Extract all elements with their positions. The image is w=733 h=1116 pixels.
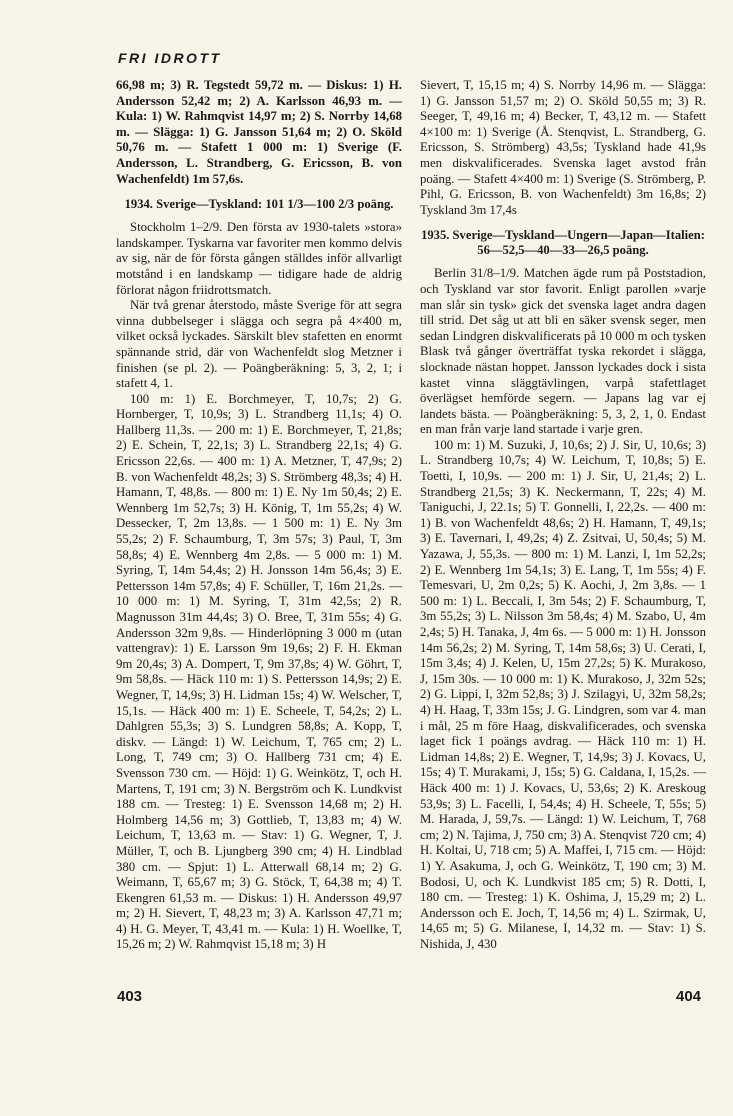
section-heading-1934: 1934. Sverige—Tyskland: 101 1/3—100 2/3 poäng.: [124, 197, 394, 212]
results-1934: 100 m: 1) E. Borchmeyer, T, 10,7s; 2) G. Hornberger, T, 10,9s; 3) L. Strandberg 11,1s; 4) O. Hallberg 11,3s. — 200 m: 1) E. Borchmeyer, T, 21,8s; 2) E. Schein, T, 22,1s; 3) L. Strandberg 22,1s; 4) G. Ericsson 22,6s. — 400 m: 1) A. Metzner, T, 47,9s; 2) B. von Wachenfeldt 48,2s; 3) S. Strömberg 48,3s; 4) H. Hamann, T, 48,8s. — 800 m: 1) E. Ny 1m 50,4s; 2) E. Wennberg 1m 52,7s; 3) H. König, T, 1m 55,2s; 4) W. Dessecker, T, 2m 13,8s. — 1 500 m: 1) E. Ny 3m 55,2s; 2) F. Schaumburg, T, 3m 57s; 3) Paul, T, 3m 58,8s; 4) E. Wennberg 4m 2,8s. — 5 000 m: 1) M. Syring, T, 14m 54,4s; 2) H. Jonsson 14m 56,4s; 3) E. Pettersson 14m 57,8s; 4) F. Schüller, T, 16m 21,2s. — 10 000 m: 1) M. Syring, T, 31m 42,5s; 2) R. Magnusson 31m 44,4s; 3) O. Bree, T, 31m 55s; 4) G. Andersson 32m 9,8s. — Hinderlöpning 3 000 m (utan vattengrav): 1) E. Larsson 9m 19,6s; 2) F. H. Ekman 9m 20,4s; 3) A. Dompert, T, 9m 37,8s; 4) W. Göhrt, T, 9m 58,8s. — Häck 110 m: 1) S. Pettersson 14,9s; 2) E. Wegner, T, 14,9s; 3) H. Lidman 15s; 4) W. Welscher, T, 15,1s. — Häck 400 m: 1) E. Scheele, T, 54,2s; 2) L. Dahlgren 55,3s; 3) S. Lundgren 58,8s; A. Kopp, T, diskv. — Längd: 1) W. Leichum, T, 765 cm; 2) L. Long, T, 749 cm; 3) O. Hallberg 731 cm; 4) E. Svensson 730 cm. — Höjd: 1) G. Weinkötz, T, och H. Martens, T, 191 cm; 3) N. Bergström och K. Lundkvist 188 cm. — Tresteg: 1) E. Svensson 14,68 m; 2) H. Holmberg 14,56 m; 3) Gottlieb, T, 13,83 m; 4) W. Leichum, T, 13,63 m. — Stav: 1) G. Wegner, T, J. Müller, T, och B. Ljungberg 390 cm; 4) H. Lindblad 380 cm. — Spjut: 1) L. Atterwall 68,14 m; 2) G. Weimann, T, 65,67 m; 3) G. Stöck, T, 64,38 m; 4) T. Ekengren 61,53 m. — Diskus: 1) H. Andersson 49,97 m; 2) H. Sievert, T, 48,23 m; 3) A. Karlsson 47,71 m; 4) H. G. Meyer, T, 43,41 m. — Kula: 1) H. Woellke, T, 15,26 m; 2) W. Rahmqvist 15,18 m; 3) H: [116, 391, 402, 952]
section-heading-1935: 1935. Sverige—Tyskland—Ungern—Japan—Italien: 56—52,5—40—33—26,5 poäng.: [421, 228, 705, 258]
results-1935: 100 m: 1) M. Suzuki, J, 10,6s; 2) J. Sir, U, 10,6s; 3) L. Strandberg 10,7s; 4) W. Leichum, T, 10,8s; 5) E. Toetti, I, 10,9s. — 200 m: 1) J. Sir, U, 21,4s; 2) L. Strandberg 21,5s; 3) K. Neckermann, T, 22s; 4) M. Taniguchi, J, 22.1s; 5) T. Gonnelli, I, 22,2s. — 400 m: 1) B. von Wachenfeldt 48,6s; 2) H. Hamann, T, 49,1s; 3) E. Tavernari, I, 49,2s; 4) Z. Zsitvai, U, 50,4s; 5) M. Yazawa, J, 55,3s. — 800 m: 1) M. Lanzi, I, 1m 52,2s; 2) E. Wennberg 1m 54,1s; 3) E. Lang, T, 1m 55s; 4) F. Temesvari, U, 2m 0,2s; 5) K. Aochi, J, 2m 3,8s. — 1 500 m: 1) L. Beccali, I, 3m 54s; 2) F. Schaumburg, T, 3m 55,2s; 3) L. Nilsson 3m 58,4s; 4) M. Szabo, U, 4m 2,4s; 5) H. Tanaka, J, 4m 6s. — 5 000 m: 1) H. Jonsson 14m 56,2s; 2) M. Syring, T, 14m 58,6s; 3) U. Cerati, I, 15m 3,4s; 4) J. Kelen, U, 15m 27,2s; 5) K. Murakoso, J, 15m 30s. — 10 000 m: 1) K. Murakoso, J, 32m 52s; 2) G. Lippi, I, 32m 52,8s; 3) J. Szilagyi, U, 32m 58,2s; 4) H. Haag, T, 33m 15s; J. G. Lindgren, som var 4. man i mål, 25 m före Haag, diskvalificerades, och svenska laget fick 1 poängs avdrag. — Häck 110 m: 1) H. Lidman 14,8s; 2) E. Wegner, T, 14,9s; 3) J. Kovacs, U, 15s; 4) T. Murakami, J, 15s; 5) G. Caldana, I, 15,2s. — Häck 400 m: 1) J. Kovacs, U, 53,6s; 2) K. Areskoug 53,9s; 3) L. Facelli, I, 54,4s; 4) H. Scheele, T, 55s; 5) M. Harada, J, 59,7s. — Längd: 1) W. Leichum, T, 768 cm; 2) N. Tajima, J, 750 cm; 3) A. Stenqvist 720 cm; 4) H. Koltai, U, 718 cm; 5) A. Maffei, I, 715 cm. — Höjd: 1) Y. Asakuma, J, och G. Weinkötz, T, 190 cm; 3) M. Bodosi, U, och K. Lundkvist 185 cm; 5) R. Dotti, I, 180 cm. — Tresteg: 1) K. Oshima, J, 15,29 m; 2) L. Andersson och E. Joch, T, 14,56 m; 4) L. Szirmak, U, 14,65 m; 5) G. Milanese, I, 14,32 m. — Stav: 1) S. Nishida, J, 430: [420, 437, 706, 951]
paragraph-1934-intro: Stockholm 1–2/9. Den första av 1930-talets »stora» landskamper. Tyskarna var favoriter men kommo delvis av sig, när de för första gången ställdes inför allvarligt motstånd i en landskamp — tidigare hade de aldrig förlorat någon friidrottsmatch.: [116, 220, 402, 297]
continued-results-1934: Sievert, T, 15,15 m; 4) S. Norrby 14,96 m. — Slägga: 1) G. Jansson 51,57 m; 2) O. Sköld 50,55 m; 3) R. Seeger, T, 49,16 m; 4) Becker, T, 43,12 m. — Stafett 4×100 m: 1) Sverige (Å. Stenqvist, L. Strandberg, G. Ericsson, S. Strömberg) 43,5s; Tyskland hade 41,9s men diskvalificerades. Svenska laget avstod från poäng. — Stafett 4×400 m: 1) Sverige (S. Strömberg, P. Pihl, G. Ericsson, B. von Wachenfeldt) 3m 16,8s; 2) Tyskland 3m 17,4s: [420, 78, 707, 217]
running-header: FRI IDROTT: [118, 50, 222, 66]
left-column: [116, 78, 402, 953]
page-number-left: 403: [117, 988, 143, 1005]
page-number-right: 404: [676, 988, 702, 1005]
paragraph-1935-intro: Berlin 31/8–1/9. Matchen ägde rum på Poststadion, och Tyskland var stor favorit. Enligt parollen »varje man slår sin tysk» gick det svenska laget andra dagen till strid. Det såg ut att bli en säker svensk seger, men sedan Lindgren diskvalificerats på 10 000 m och tysken Blask två gånger överträffat tyska rekordet i slägga, slocknade nästan hoppet. Jansson lyckades dock i sista kastet vinna släggtävlingen, varpå stafettlaget överlägset hemförde segern. — Japans lag var ej landets bästa. — Poängberäkning: 5, 3, 2, 1, 0. Endast en man från varje land startade i varje gren.: [420, 266, 706, 437]
right-column: [420, 78, 706, 952]
continued-results-1933: 66,98 m; 3) R. Tegstedt 59,72 m. — Diskus: 1) H. Andersson 52,42 m; 2) A. Karlsson 46,93 m. — Kula: 1) W. Rahmqvist 14,97 m; 2) S. Norrby 14,68 m. — Slägga: 1) G. Jansson 51,64 m; 2) O. Sköld 50,76 m. — Stafett 1 000 m: 1) Sverige (F. Andersson, L. Strandberg, G. Ericsson, B. von Wachenfeldt) 1m 57,6s.: [116, 78, 402, 186]
paragraph-1934-summary: När två grenar återstodo, måste Sverige för att segra vinna dubbelseger i slägga och segra på 4×400 m, vilket också lyckades. Särskilt blev stafetten en enormt spännande strid, där von Wachenfeldt slog Metzner i finishen (se pl. 2). — Poängberäkning: 5, 3, 2, 1; i stafett 4, 1.: [116, 298, 402, 391]
